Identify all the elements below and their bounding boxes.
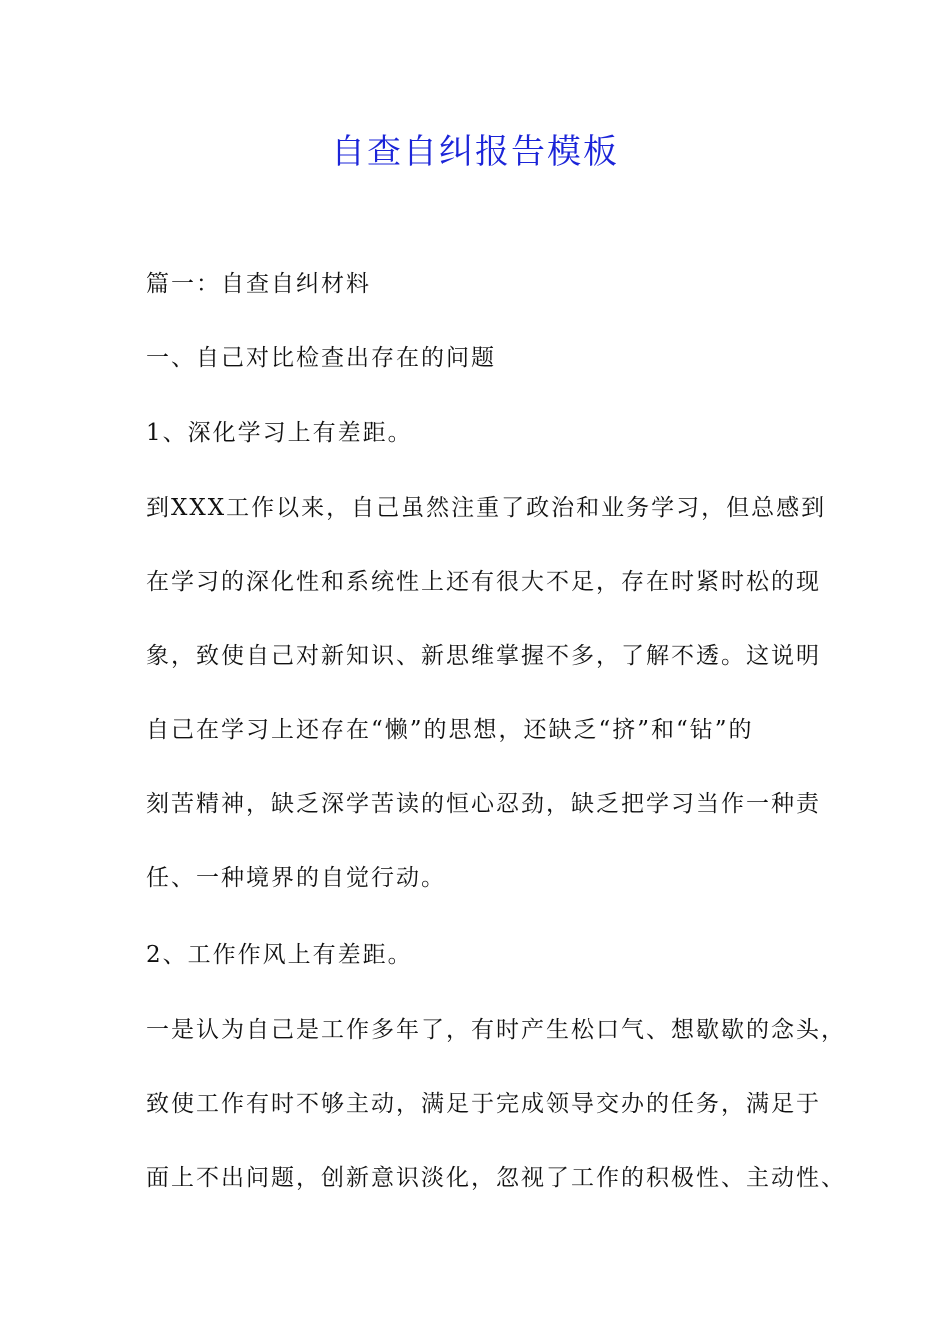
item-2-paragraph xyxy=(146,993,846,1215)
paragraph-line: 一是认为自己是工作多年了，有时产生松口气、想歇歇的念头， xyxy=(146,1017,846,1043)
paragraph-line: 致使工作有时不够主动，满足于完成领导交办的任务，满足于 xyxy=(146,1091,821,1117)
paragraph-line: 自己在学习上还存在“懒”的思想，还缺乏“挤”和“钻”的 xyxy=(146,717,754,743)
item-1-heading: 1、深化学习上有差距。 xyxy=(146,420,413,446)
item-1-paragraph xyxy=(146,471,836,915)
part-one-heading: 一、自己对比检查出存在的问题 xyxy=(146,345,496,371)
paragraph-line: 象，致使自己对新知识、新思维掌握不多，了解不透。这说明 xyxy=(146,643,821,669)
item-2-heading: 2、工作作风上有差距。 xyxy=(146,942,413,968)
paragraph-line: 到XXX工作以来，自己虽然注重了政治和业务学习，但总感到 xyxy=(146,495,827,521)
paragraph-line: 在学习的深化性和系统性上还有很大不足，存在时紧时松的现 xyxy=(146,569,821,595)
document-title: 自查自纠报告模板 xyxy=(331,132,619,172)
paragraph-line: 任、一种境界的自觉行动。 xyxy=(146,865,446,891)
section-heading: 篇一：自查自纠材料 xyxy=(146,271,371,297)
paragraph-line: 面上不出问题，创新意识淡化，忽视了工作的积极性、主动性、 xyxy=(146,1165,846,1191)
paragraph-line: 刻苦精神，缺乏深学苦读的恒心忍劲，缺乏把学习当作一种责 xyxy=(146,791,821,817)
